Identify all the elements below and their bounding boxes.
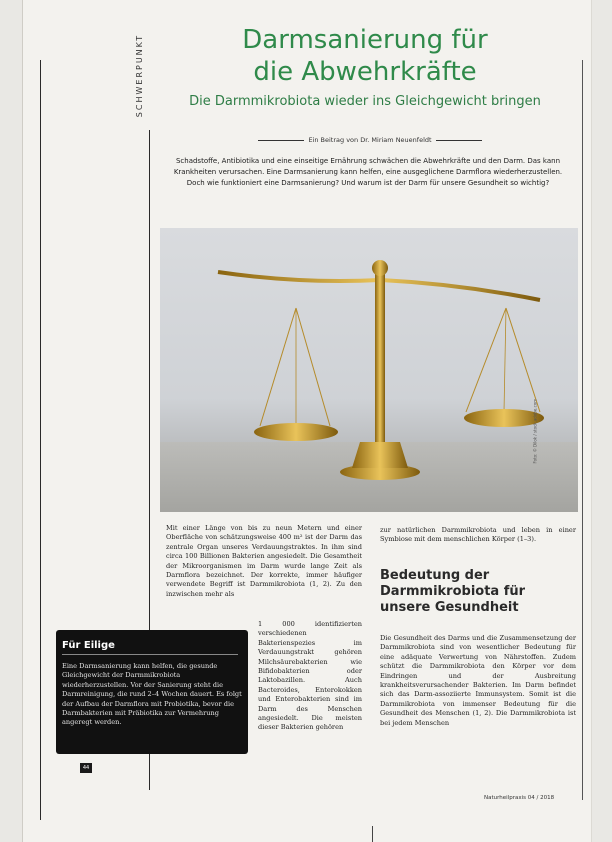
byline [240,136,500,144]
summary-box-title: Für Eilige [62,640,115,651]
summary-box-text: Eine Darmsanierung kann helfen, die gesunde Gleichgewicht der Darmmikrobiota wiederherzustellen. Vor der Sanierung steht die Darmreinigung, die rund 2–4 Wochen dauert. Es folgt der Aufbau der Darmflora mit Probiotika, bevor die Darmbakterien mit Präbiotika zur Vermehrung angeregt werden. [62,662,242,727]
article-subtitle: Die Darmmikrobiota wieder ins Gleichgewicht bringen [189,94,541,109]
issue-footer: Naturheilpraxis 04 / 2018 [484,795,555,801]
article-title [160,24,570,88]
section-heading: Bedeutung der Darmmikrobiota für unsere Gesundheit [380,568,526,615]
intro-text: Schadstoffe, Antibiotika und eine einseitige Ernährung schwächen die Abwehrkräfte und den Darm. Das kann Krankheiten verursachen. Eine Darmsanierung kann helfen, eine ausgeglichene Darmflora wiederherzustellen. Doch wie funktioniert eine Darmsanierung? Und warum ist der Darm für unsere Gesundheit so wichtig? [173,157,563,187]
crop-mark [372,826,373,842]
title-line-2: die Abwehrkräfte [253,57,477,87]
photo-credit [566,416,576,506]
summary-box [56,630,248,754]
title-line-1: Darmsanierung für [242,25,488,55]
summary-box-rule [62,654,238,655]
body-column-2-continued: Die Gesundheit des Darms und die Zusammensetzung der Darmmikrobiota sind von wesentlicher Bedeutung für eine adäquate Verwertung von Nährstoffen. Zudem schützt die Darmmikrobiota den Körper vor dem Eindringen und der Ausbreitung krankheitsverursachender Bakterien. Im Darm befindet sich das Darm-assoziierte Immunsystem. Somit ist die Darmmikrobiota von immenser Bedeutung für die Gesundheit des Menschen (1, 2). Die Darmmikrobiota ist bei jedem Menschen [380,634,576,727]
section-label: SCHWERPUNKT [135,33,145,117]
body-column-2: zur natürlichen Darmmikrobiota und leben in einer Symbiose mit dem menschlichen Körper (1–3). [380,526,576,544]
byline-text: Ein Beitrag von Dr. Miriam Neuenfeldt [308,136,432,144]
edge-rule [582,60,583,800]
body-column-1: Mit einer Länge von bis zu neun Metern und einer Oberfläche von schätzungsweise 400 m² ist der Darm das zentrale Organ unseres Verdauungstraktes. In ihm sind circa 100 Billionen Bakterien angesiedelt. Die Gesamtheit der Mikroorganismen im Darm wurde lange Zeit als Darmflora bezeichnet. Der korrekte, immer häufiger verwendete Begriff ist Darmmikrobiota (1, 2). Zu den inzwischen mehr als [166,524,362,598]
body-column-1-continued: 1 000 identifizierten verschiedenen Bakterienspezies im Verdauungstrakt gehören Milchsäurebakterien wie Bifidobakterien oder Laktobazillen. Auch Bacteroides, Enterokokken und Enterobakterien sind im Darm des Menschen angesiedelt. Die meisten dieser Bakterien gehören [258,620,362,732]
scale-photo [160,228,578,512]
page-number: 44 [80,763,92,773]
spine-rule [40,60,41,820]
golden-balance-scale-icon [160,228,578,512]
